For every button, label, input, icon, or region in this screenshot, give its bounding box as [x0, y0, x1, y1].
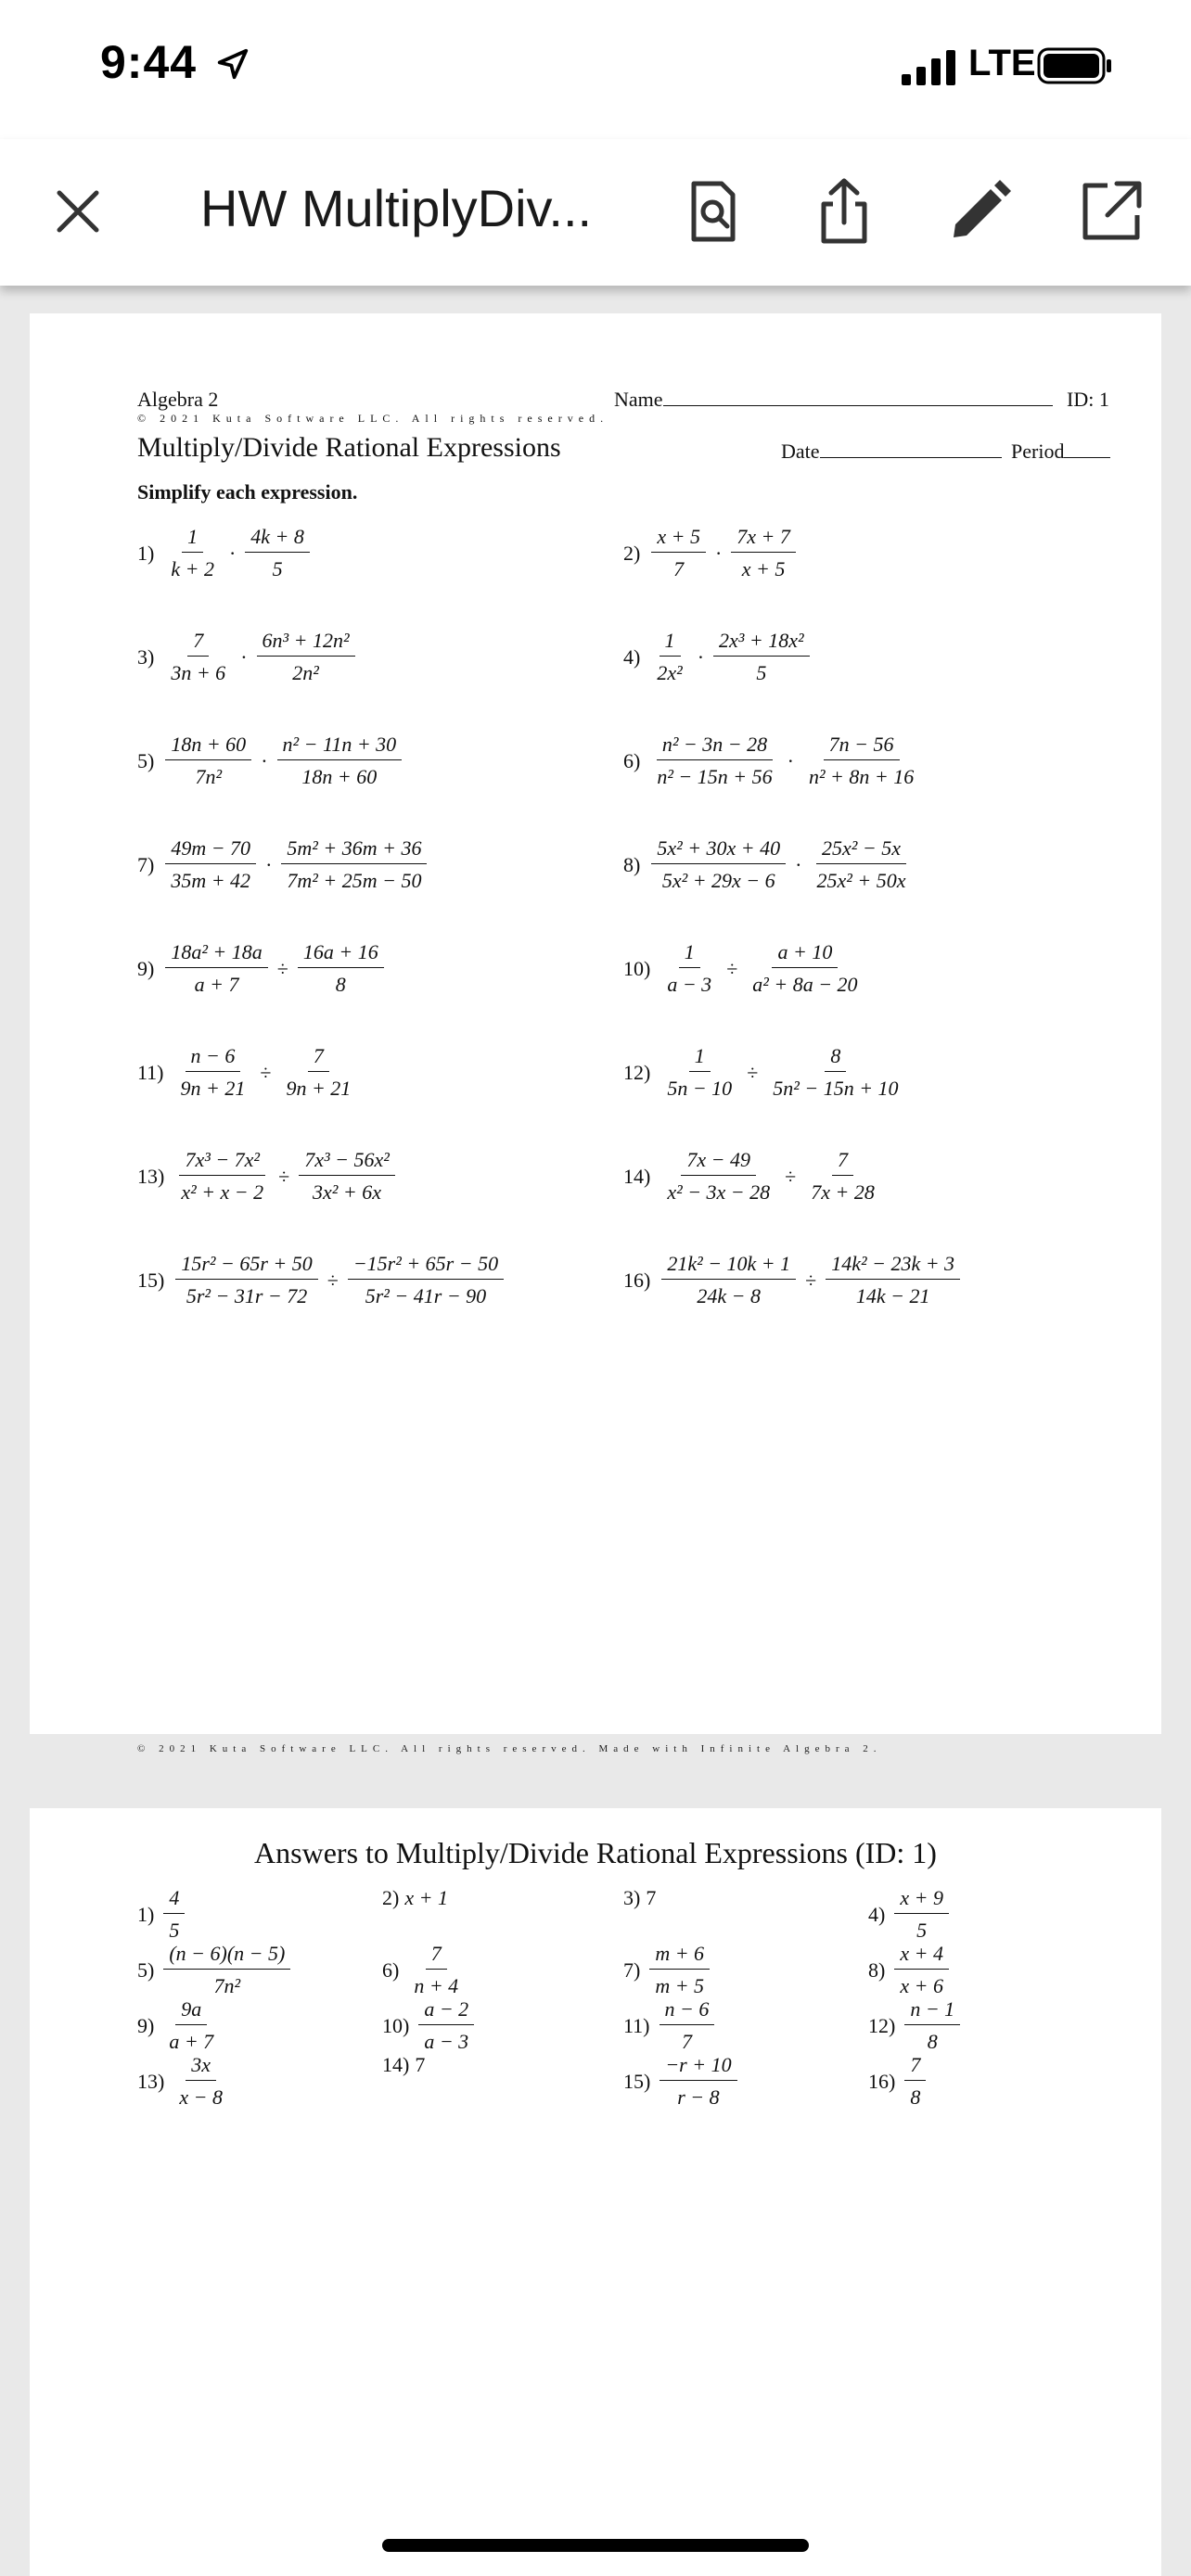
second-fraction	[295, 1148, 399, 1205]
second-fraction	[253, 629, 359, 685]
denominator: 5r² − 31r − 72	[186, 1284, 308, 1307]
problem-number: 3)	[137, 644, 155, 669]
problem-number: 12)	[623, 1060, 651, 1084]
answer-number: 7)	[623, 1958, 641, 1982]
numerator: n − 6	[186, 1044, 241, 1072]
answer-number: 13)	[137, 2069, 165, 2093]
problem-number: 10)	[623, 956, 651, 980]
operator: ÷	[278, 1164, 290, 1188]
numerator: 1	[660, 629, 681, 657]
answer-value: x + 1	[404, 1886, 448, 1909]
problem-item	[623, 525, 800, 581]
name-field	[614, 388, 1053, 412]
problem-item	[623, 629, 813, 685]
problem-item	[137, 733, 405, 789]
operator: ÷	[805, 1268, 817, 1292]
operator: ·	[714, 541, 723, 565]
denominator: 7n²	[213, 1974, 241, 1997]
operator: ·	[261, 748, 268, 772]
first-fraction	[172, 1252, 321, 1308]
name-line	[663, 388, 1053, 406]
numerator: x + 5	[651, 525, 706, 553]
answer-item	[137, 1886, 188, 1943]
denominator: a − 3	[667, 973, 712, 996]
answer-item	[137, 1942, 294, 1998]
answer-item	[382, 1997, 478, 2054]
numerator: 1	[679, 940, 700, 968]
answer-item	[623, 1997, 718, 2054]
second-fraction	[276, 1044, 360, 1101]
denominator: 5	[916, 1919, 928, 1942]
numerator: 18a² + 18a	[165, 940, 267, 968]
problem-item	[623, 1148, 884, 1205]
problem-number: 15)	[137, 1268, 165, 1292]
denominator: 18n + 60	[301, 765, 378, 788]
denominator: a + 7	[169, 2030, 214, 2053]
second-fraction	[743, 940, 866, 997]
problem-number: 13)	[137, 1164, 165, 1188]
numerator: (n − 6)(n − 5)	[163, 1942, 290, 1970]
first-fraction	[161, 733, 255, 789]
worksheet-title: Multiply/Divide Rational Expressions	[137, 432, 561, 463]
denominator: 5r² − 41r − 90	[365, 1284, 487, 1307]
problem-item	[137, 1044, 360, 1101]
answer-fraction	[160, 1886, 188, 1943]
denominator: 14k − 21	[855, 1284, 930, 1307]
first-fraction	[658, 1148, 779, 1205]
denominator: 9n + 21	[180, 1077, 246, 1100]
problem-number: 8)	[623, 852, 641, 876]
numerator: 16a + 16	[298, 940, 384, 968]
answer-item	[623, 1886, 656, 1910]
denominator: 5n² − 15n + 10	[773, 1077, 899, 1100]
second-fraction	[763, 1044, 907, 1101]
operator: ÷	[785, 1164, 797, 1188]
numerator: 1	[689, 1044, 711, 1072]
numerator: 7	[904, 2053, 926, 2081]
second-fraction	[344, 1252, 507, 1308]
second-fraction	[727, 525, 800, 581]
denominator: 2n²	[292, 661, 319, 684]
cellular-signal-icon	[900, 48, 965, 85]
answer-fraction	[404, 1942, 467, 1998]
denominator: 25x² + 50x	[816, 869, 906, 892]
first-fraction	[161, 629, 235, 685]
answer-number: 15)	[623, 2069, 651, 2093]
problem-item	[137, 1148, 399, 1205]
second-fraction	[277, 836, 430, 893]
operator: ÷	[747, 1060, 759, 1084]
problem-item	[623, 1252, 964, 1308]
denominator: a² + 8a − 20	[752, 973, 858, 996]
denominator: a + 7	[194, 973, 239, 996]
first-fraction	[647, 733, 781, 789]
problem-item	[623, 836, 915, 893]
problem-number: 16)	[623, 1268, 651, 1292]
numerator: 2x³ + 18x²	[713, 629, 810, 657]
worksheet-page	[30, 313, 1161, 1754]
operator: ÷	[276, 956, 288, 980]
problem-item	[623, 940, 867, 997]
answer-fraction	[901, 1997, 964, 2054]
first-fraction	[658, 1252, 800, 1308]
numerator: 18n + 60	[165, 733, 251, 760]
copyright-small: © 2021 Kuta Software LLC. All rights reserved.	[137, 412, 609, 425]
operator: ·	[697, 644, 705, 669]
problem-number: 6)	[623, 748, 641, 772]
answer-number: 2)	[382, 1886, 400, 1909]
answer-number: 1)	[137, 1902, 155, 1926]
first-fraction	[647, 836, 789, 893]
problem-number: 7)	[137, 852, 155, 876]
answer-item	[868, 2053, 929, 2110]
answer-number: 11)	[623, 2013, 650, 2037]
numerator: n − 1	[904, 1997, 960, 2025]
answer-fraction	[646, 1942, 713, 1998]
denominator: k + 2	[171, 557, 214, 580]
second-fraction	[710, 629, 813, 685]
first-fraction	[161, 940, 271, 997]
numerator: −r + 10	[660, 2053, 736, 2081]
problem-item	[137, 836, 430, 893]
denominator: m + 5	[655, 1974, 705, 1997]
numerator: x + 9	[894, 1886, 949, 1914]
operator: ·	[228, 541, 237, 565]
second-fraction	[800, 733, 923, 789]
problem-number: 2)	[623, 541, 641, 565]
problem-item	[623, 733, 923, 789]
numerator: 7x³ − 56x²	[299, 1148, 395, 1176]
denominator: n² − 15n + 56	[657, 765, 773, 788]
edit-pencil-icon[interactable]	[944, 176, 1015, 247]
denominator: 8	[910, 2085, 921, 2109]
denominator: 5x² + 29x − 6	[661, 869, 775, 892]
answer-fraction	[890, 1942, 953, 1998]
first-fraction	[647, 525, 710, 581]
operator: ·	[265, 852, 273, 876]
operator: ÷	[726, 956, 738, 980]
numerator: 1	[182, 525, 203, 553]
numerator: −15r² + 65r − 50	[348, 1252, 504, 1280]
numerator: 49m − 70	[165, 836, 256, 864]
answers-title: Answers to Multiply/Divide Rational Expressions (ID: 1)	[254, 1836, 937, 1869]
answer-number: 4)	[868, 1902, 886, 1926]
answer-value: 7	[415, 2053, 426, 2076]
numerator: x + 4	[894, 1942, 949, 1970]
numerator: 9a	[175, 1997, 207, 2025]
problem-number: 4)	[623, 644, 641, 669]
numerator: 5x² + 30x + 40	[651, 836, 786, 864]
numerator: n − 6	[660, 1997, 715, 2025]
numerator: 7n − 56	[824, 733, 900, 760]
first-fraction	[658, 1044, 741, 1101]
answer-item	[868, 1942, 953, 1998]
problem-item	[137, 629, 359, 685]
denominator: x + 6	[900, 1974, 943, 1997]
answer-item	[868, 1997, 964, 2054]
denominator: 5n − 10	[667, 1077, 733, 1100]
location-arrow-icon	[215, 46, 250, 82]
numerator: 25x² − 5x	[816, 836, 906, 864]
answer-fraction	[160, 1997, 223, 2054]
numerator: 7	[187, 629, 209, 657]
answer-fraction	[656, 2053, 740, 2110]
operator: ÷	[327, 1268, 339, 1292]
answer-number: 16)	[868, 2069, 896, 2093]
problem-item	[137, 525, 314, 581]
numerator: 6n³ + 12n²	[257, 629, 355, 657]
denominator: 35m + 42	[171, 869, 251, 892]
document-toolbar	[0, 139, 1191, 286]
answers-page	[30, 1808, 1161, 2576]
answer-fraction	[160, 1942, 294, 1998]
answer-fraction	[656, 1997, 719, 2054]
answer-number: 6)	[382, 1958, 400, 1982]
denominator: x + 5	[741, 557, 786, 580]
denominator: 3n + 6	[171, 661, 226, 684]
page-footer: © 2021 Kuta Software LLC. All rights reserved. Made with Infinite Algebra 2.	[137, 1743, 882, 1754]
first-fraction	[172, 1044, 255, 1101]
answer-item	[623, 2053, 741, 2110]
numerator: a − 2	[418, 1997, 474, 2025]
denominator: 7x + 28	[811, 1180, 875, 1204]
answer-item	[382, 1942, 467, 1998]
numerator: 4k + 8	[245, 525, 310, 553]
operator: ·	[795, 852, 802, 876]
denominator: 2x²	[657, 661, 683, 684]
answer-number: 9)	[137, 2013, 155, 2037]
problem-item	[623, 1044, 908, 1101]
operator: ·	[240, 644, 248, 669]
denominator: 8	[927, 2030, 938, 2053]
period-line	[1064, 440, 1110, 458]
numerator: 5m² + 36m + 36	[281, 836, 427, 864]
answer-item	[623, 1942, 713, 1998]
first-fraction	[172, 1148, 273, 1205]
denominator: x − 8	[179, 2085, 223, 2109]
first-fraction	[647, 629, 691, 685]
answer-fraction	[901, 2053, 929, 2110]
answer-item	[137, 1997, 223, 2054]
second-fraction	[294, 940, 388, 997]
numerator: 3x	[186, 2053, 216, 2081]
numerator: 21k² − 10k + 1	[661, 1252, 796, 1280]
name-label: Name	[614, 388, 663, 411]
numerator: 4	[163, 1886, 185, 1914]
share-icon[interactable]	[809, 176, 879, 247]
denominator: 9n + 21	[286, 1077, 352, 1100]
numerator: 7x − 49	[681, 1148, 756, 1176]
instructions: Simplify each expression.	[137, 480, 358, 504]
denominator: n + 4	[414, 1974, 459, 1997]
answer-number: 3)	[623, 1886, 641, 1909]
answer-item	[382, 1886, 448, 1910]
second-fraction	[807, 836, 915, 893]
numerator: n² − 11n + 30	[277, 733, 403, 760]
first-fraction	[161, 836, 260, 893]
date-line	[820, 440, 1002, 458]
battery-icon	[1037, 46, 1115, 85]
numerator: 7	[832, 1148, 853, 1176]
answer-fraction	[415, 1997, 478, 2054]
denominator: 5	[756, 661, 767, 684]
denominator: x² − 3x − 28	[667, 1180, 771, 1204]
denominator: 5	[169, 1919, 180, 1942]
answer-fraction	[890, 1886, 953, 1943]
search-document-icon[interactable]	[677, 176, 748, 247]
numerator: a + 10	[772, 940, 838, 968]
problem-item	[137, 1252, 507, 1308]
numerator: 7	[308, 1044, 329, 1072]
answer-item	[868, 1886, 953, 1943]
second-fraction	[241, 525, 314, 581]
denominator: 7	[681, 2030, 692, 2053]
answer-fraction	[170, 2053, 232, 2110]
answer-number: 5)	[137, 1958, 155, 1982]
denominator: 7	[673, 557, 685, 580]
second-fraction	[274, 733, 406, 789]
problem-item	[137, 940, 388, 997]
course-label: Algebra 2	[137, 388, 219, 411]
denominator: 7m² + 25m − 50	[287, 869, 422, 892]
open-external-icon[interactable]	[1076, 176, 1146, 247]
answer-number: 8)	[868, 1958, 886, 1982]
first-fraction	[658, 940, 721, 997]
denominator: n² + 8n + 16	[808, 765, 915, 788]
answer-number: 10)	[382, 2013, 410, 2037]
first-fraction	[161, 525, 224, 581]
numerator: 7x + 7	[731, 525, 796, 553]
answer-number: 12)	[868, 2013, 896, 2037]
denominator: 3x² + 6x	[313, 1180, 382, 1204]
numerator: m + 6	[649, 1942, 710, 1970]
problem-number: 11)	[137, 1060, 164, 1084]
answer-item	[137, 2053, 232, 2110]
home-indicator[interactable]	[382, 2539, 809, 2552]
denominator: 24k − 8	[697, 1284, 762, 1307]
answer-value: 7	[646, 1886, 657, 1909]
document-title: HW MultiplyDiv...	[200, 179, 593, 237]
second-fraction	[822, 1252, 964, 1308]
id-label: ID: 1	[1067, 388, 1109, 411]
denominator: 5	[272, 557, 283, 580]
numerator: 14k² − 23k + 3	[826, 1252, 960, 1280]
period-field	[1011, 440, 1110, 464]
numerator: 7	[426, 1942, 447, 1970]
problem-number: 5)	[137, 748, 155, 772]
denominator: 8	[335, 973, 346, 996]
numerator: 15r² − 65r + 50	[175, 1252, 317, 1280]
denominator: x² + x − 2	[181, 1180, 264, 1204]
answer-item	[382, 2053, 425, 2077]
date-field	[781, 440, 1002, 464]
network-type: LTE	[968, 43, 1036, 83]
problem-number: 9)	[137, 956, 155, 980]
numerator: 8	[825, 1044, 846, 1072]
denominator: a − 3	[424, 2030, 469, 2053]
status-time: 9:44	[100, 36, 198, 88]
denominator: 7n²	[195, 765, 223, 788]
problem-number: 1)	[137, 541, 155, 565]
numerator: 7x³ − 7x²	[179, 1148, 265, 1176]
denominator: r − 8	[677, 2085, 720, 2109]
answer-number: 14)	[382, 2053, 410, 2076]
operator: ÷	[260, 1060, 272, 1084]
date-label: Date	[781, 440, 820, 463]
numerator: n² − 3n − 28	[657, 733, 773, 760]
second-fraction	[801, 1148, 884, 1205]
status-bar	[0, 0, 1191, 139]
operator: ·	[787, 748, 794, 772]
period-label: Period	[1011, 440, 1065, 463]
problem-number: 14)	[623, 1164, 651, 1188]
close-icon[interactable]	[48, 182, 108, 241]
